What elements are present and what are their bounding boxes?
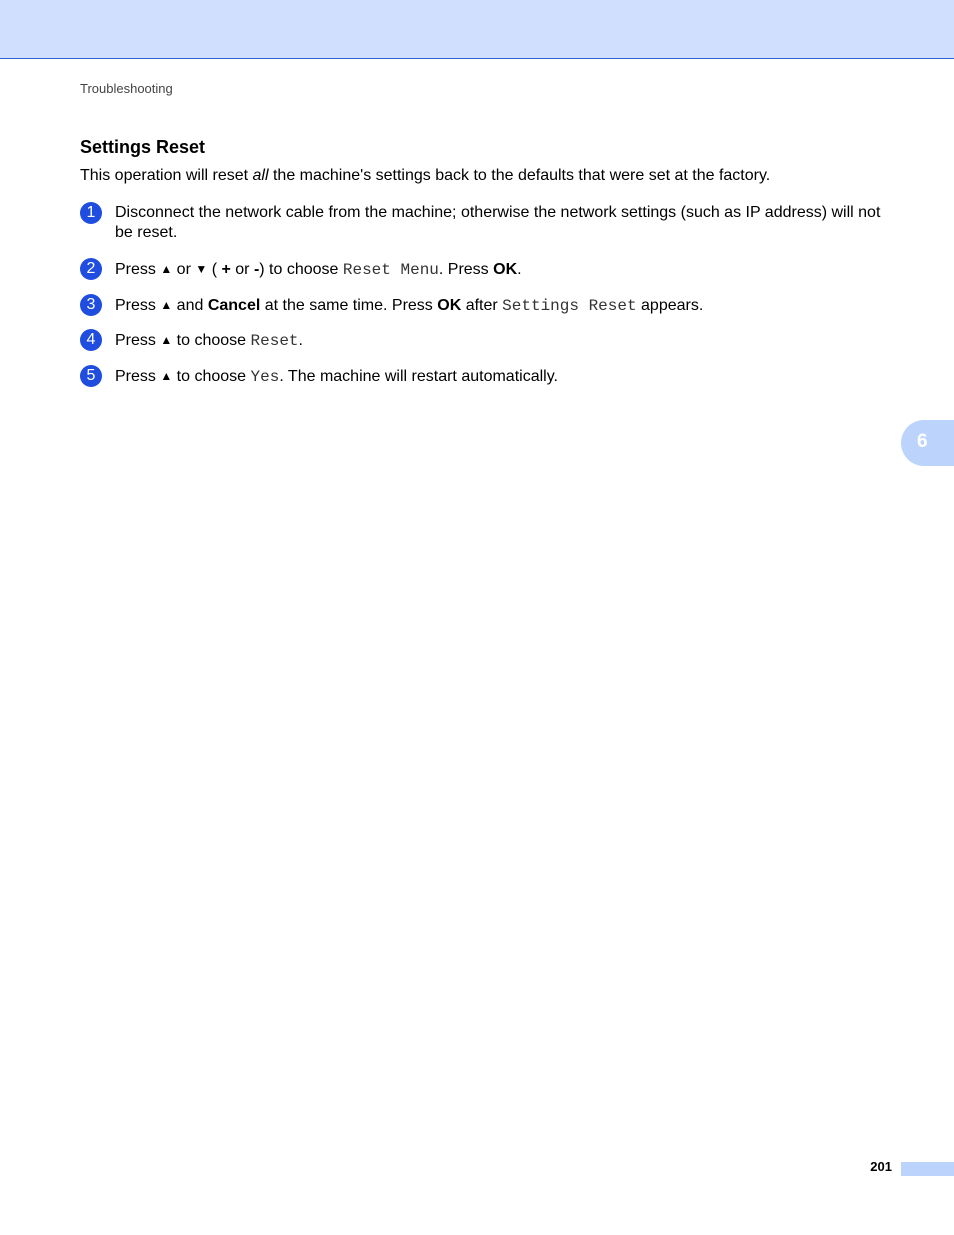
intro-text: This operation will reset [80,167,253,184]
lcd-message: Settings Reset [502,297,637,315]
step-text: Press ▲ or ▼ ( + or -) to choose Reset Menu. Press OK. [115,261,522,279]
step-text: Press ▲ to choose Yes. The machine will restart automatically. [115,368,558,386]
intro-paragraph [80,167,770,185]
running-head: Troubleshooting [80,81,173,96]
minus-key: - [253,261,260,278]
step-number-badge: 3 [80,294,102,316]
step-number-badge: 2 [80,258,102,280]
up-arrow-icon: ▲ [160,333,173,347]
lcd-option: Yes [250,368,280,386]
lcd-menu-item: Reset Menu [342,261,439,279]
step-text: Press ▲ to choose Reset. [115,332,303,350]
step-text: Disconnect the network cable from the machine; otherwise the network settings (such as IP address) will not be reset. [115,204,881,241]
down-arrow-icon: ▼ [195,262,208,276]
ok-key: OK [437,297,462,314]
up-arrow-icon: ▲ [160,298,173,312]
step-number-badge: 1 [80,202,102,224]
step-number-badge: 5 [80,365,102,387]
plus-key: + [221,261,231,278]
page-number-bar [901,1162,954,1176]
intro-emphasis: all [252,167,269,184]
header-band [0,0,954,59]
up-arrow-icon: ▲ [160,369,173,383]
up-arrow-icon: ▲ [160,262,173,276]
chapter-tab: 6 [901,420,954,466]
step-number-badge: 4 [80,329,102,351]
section-title: Settings Reset [80,137,206,157]
lcd-option: Reset [250,332,299,350]
ok-key: OK [493,261,518,278]
cancel-key: Cancel [207,297,261,314]
step-text: Press ▲ and Cancel at the same time. Press OK after Settings Reset appears. [115,297,704,315]
intro-text-end: the machine's settings back to the defaults that were set at the factory. [268,167,771,184]
page-number: 201 [870,1159,892,1174]
